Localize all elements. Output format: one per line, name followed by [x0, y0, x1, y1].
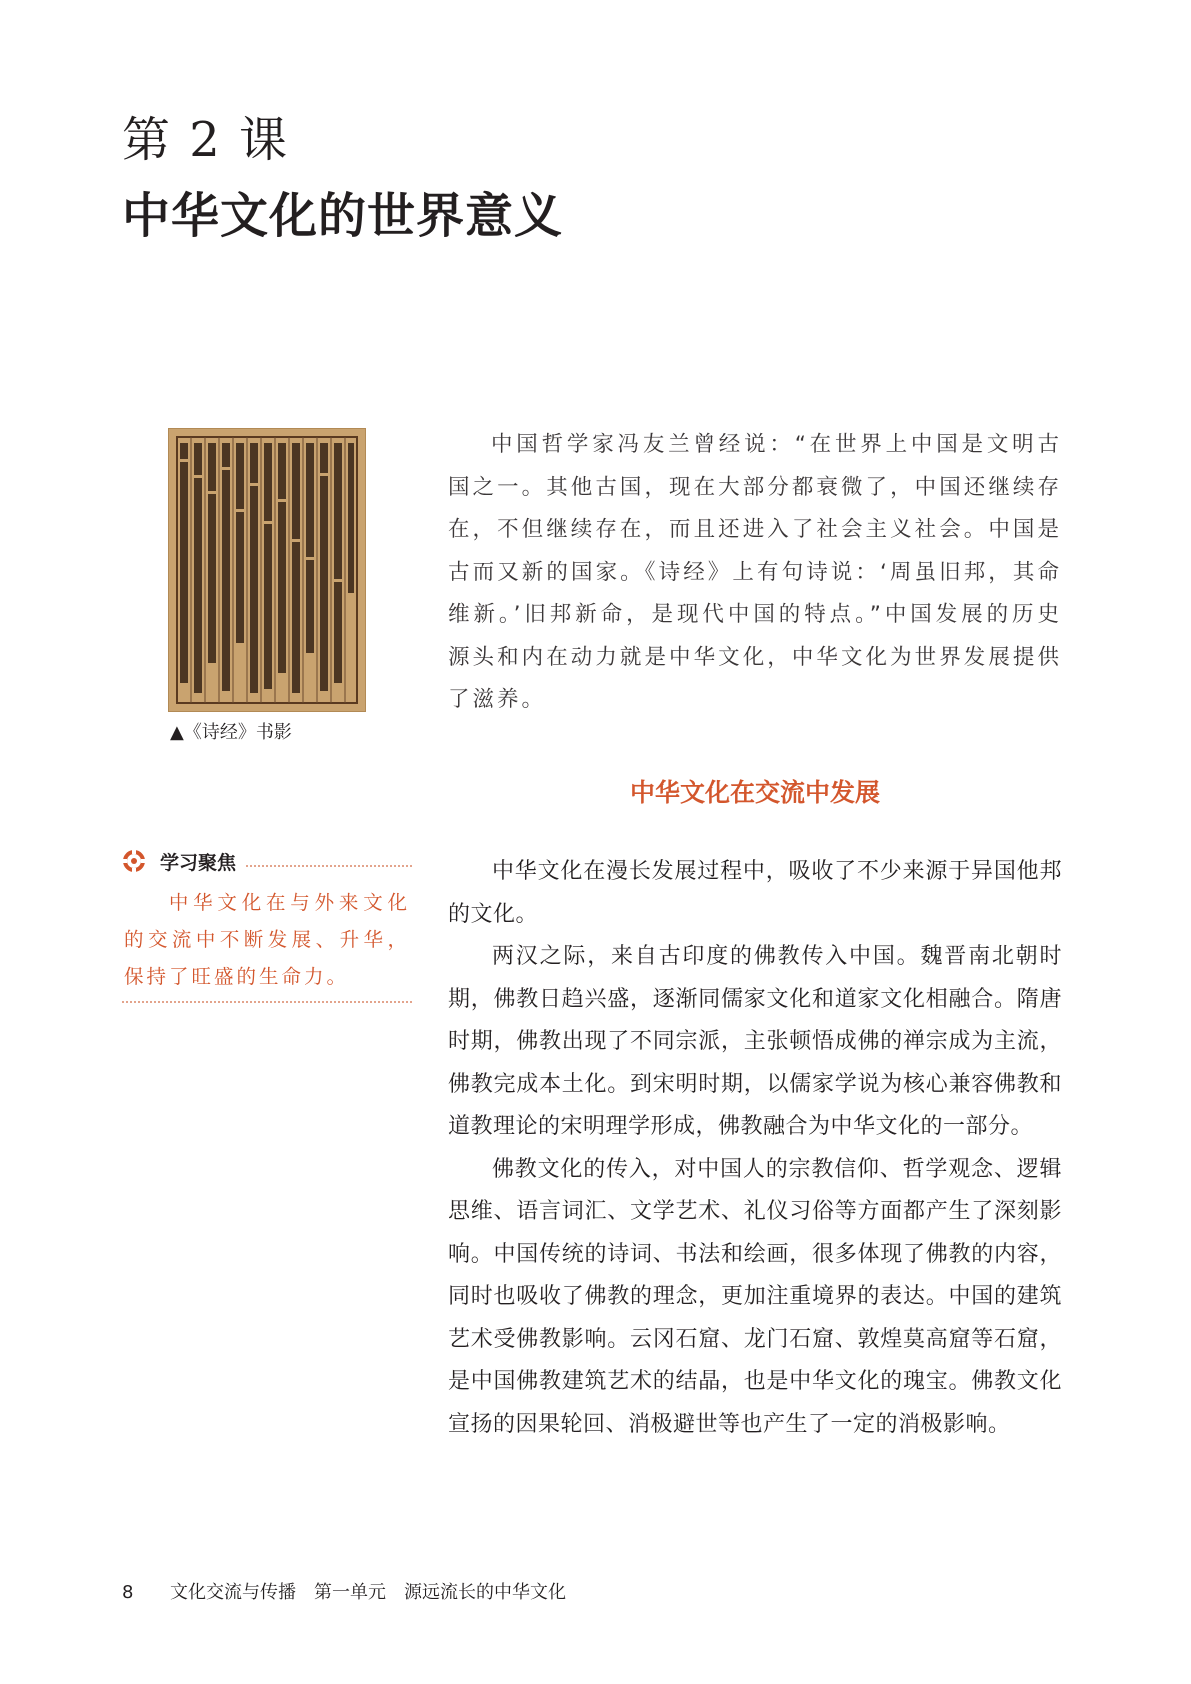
focus-target-icon [122, 849, 146, 873]
learning-focus-text: 中华文化在与外来文化的交流中不断发展、升华，保持了旺盛的生命力。 [124, 891, 410, 988]
page-footer [122, 1582, 566, 1604]
focus-bottom-divider [122, 1001, 412, 1003]
intro-paragraph [448, 424, 1062, 722]
section-title: 中华文化在交流中发展 [629, 778, 880, 807]
learning-focus-box [122, 846, 412, 1003]
book-title: 文化交流与传播 [170, 1582, 296, 1603]
lesson-number: 第 2 课 [122, 112, 290, 168]
figure-caption: ▲《诗经》书影 [170, 722, 292, 743]
intro-text: 中国哲学家冯友兰曾经说：“在世界上中国是文明古国之一。其他古国，现在大部分都衰微了，中国还继续存在，不但继续存在，而且还进入了社会主义社会。中国是古而又新的国家。《诗经》上有句诗说：‘周虽旧邦，其命维新。’旧邦新命，是现代中国的特点。”中国发展的历史源头和内在动力就是中华文化，中华文化为世界发展提供了滋养。 [448, 432, 1062, 712]
focus-divider [246, 864, 412, 867]
shijing-book-image [168, 428, 366, 712]
book-page-illustration [169, 429, 365, 711]
page-number: 8 [122, 1582, 134, 1603]
paragraph: 两汉之际，来自古印度的佛教传入中国。魏晋南北朝时期，佛教日趋兴盛，逐渐同儒家文化和道家文化相融合。隋唐时期，佛教出现了不同宗派，主张顿悟成佛的禅宗成为主流，佛教完成本土化。到宋明时期，以儒家学说为核心兼容佛教和道教理论的宋明理学形成，佛教融合为中华文化的一部分。 [448, 944, 1062, 1139]
paragraph: 佛教文化的传入，对中国人的宗教信仰、哲学观念、逻辑思维、语言词汇、文学艺术、礼仪习俗等方面都产生了深刻影响。中国传统的诗词、书法和绘画，很多体现了佛教的内容，同时也吸收了佛教的理念，更加注重境界的表达。中国的建筑艺术受佛教影响。云冈石窟、龙门石窟、敦煌莫高窟等石窟，是中国佛教建筑艺术的结晶，也是中华文化的瑰宝。佛教文化宣扬的因果轮回、消极避世等也产生了一定的消极影响。 [448, 1156, 1062, 1437]
unit-title: 源远流长的中华文化 [404, 1582, 566, 1603]
section-body [448, 851, 1062, 1446]
learning-focus-header [122, 846, 412, 876]
learning-focus-label: 学习聚焦 [160, 851, 237, 874]
paragraph: 中华文化在漫长发展过程中，吸收了不少来源于异国他邦的文化。 [448, 859, 1062, 927]
unit-number: 第一单元 [314, 1582, 386, 1603]
lesson-title: 中华文化的世界意义 [122, 188, 564, 244]
